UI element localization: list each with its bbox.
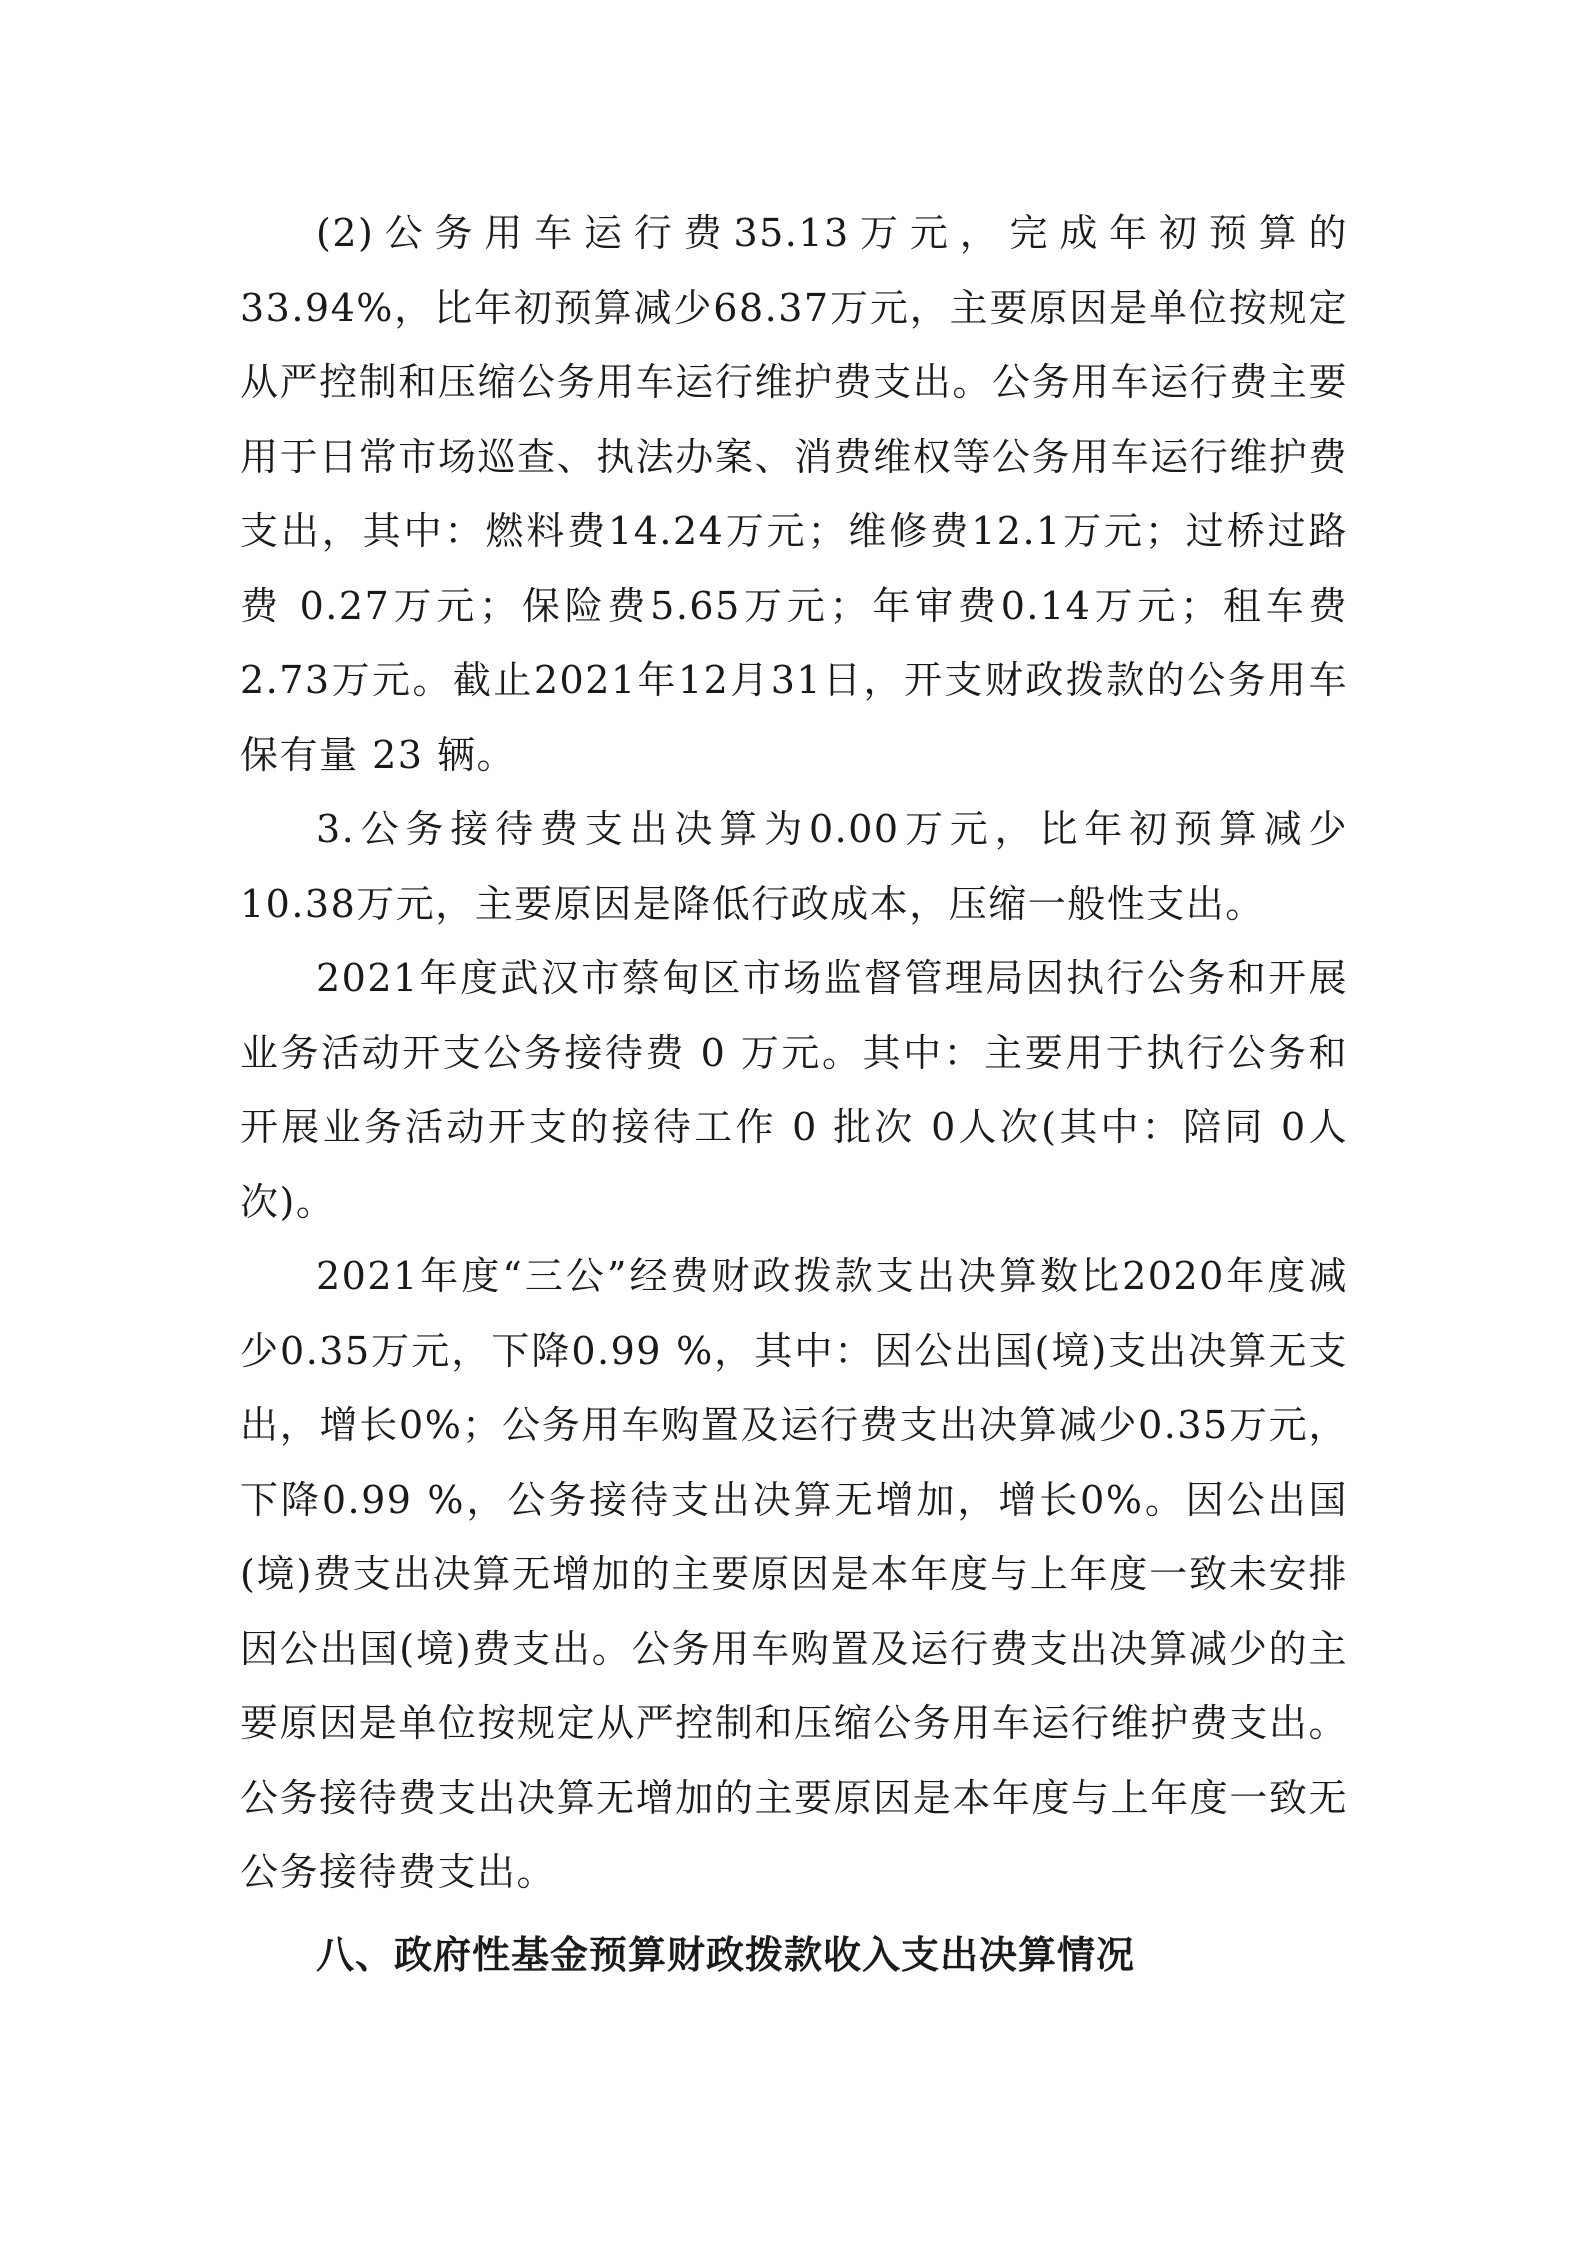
section-heading: 八、政府性基金预算财政拨款收入支出决算情况 (316, 1932, 1136, 1977)
paragraph-reception-detail: 2021年度武汉市蔡甸区市场监督管理局因执行公务和开展业务活动开支公务接待费 0 万元。其中：主要用于执行公务和开展业务活动开支的接待工作 0 批次 0人次(其中：陪同 0人次)。 (240, 956, 1348, 1224)
paragraph-reception-cost: 3.公务接待费支出决算为0.00万元，比年初预算减少10.38万元，主要原因是降低行政成本，压缩一般性支出。 (240, 807, 1348, 926)
paragraph-three-public-comparison: 2021年度“三公”经费财政拨款支出决算数比2020年度减少0.35万元，下降0.99 %，其中：因公出国(境)支出决算无支出，增长0%；公务用车购置及运行费支出决算减少0.35万元，下降0.99 %，公务接待支出决算无增加，增长0%。因公出国(境)费支出决算无增加的主要原因是本年度与上年度一致未安排因公出国(境)费支出。公务用车购置及运行费支出决算减少的主要原因是单位按规定从严控制和压缩公务用车运行维护费支出。公务接待费支出决算无增加的主要原因是本年度与上年度一致无公务接待费支出。 (240, 1254, 1348, 1894)
paragraph-vehicle-operating-cost: (2)公务用车运行费35.13万元，完成年初预算的33.94%，比年初预算减少68.37万元，主要原因是单位按规定从严控制和压缩公务用车运行维护费支出。公务用车运行费主要用于日常市场巡查、执法办案、消费维权等公务用车运行维护费支出，其中：燃料费14.24万元；维修费12.1万元；过桥过路费 0.27万元；保险费5.65万元；年审费0.14万元；租车费2.73万元。截止2021年12月31日，开支财政拨款的公务用车保有量 23 辆。 (240, 211, 1348, 777)
document-body (240, 196, 1348, 1992)
